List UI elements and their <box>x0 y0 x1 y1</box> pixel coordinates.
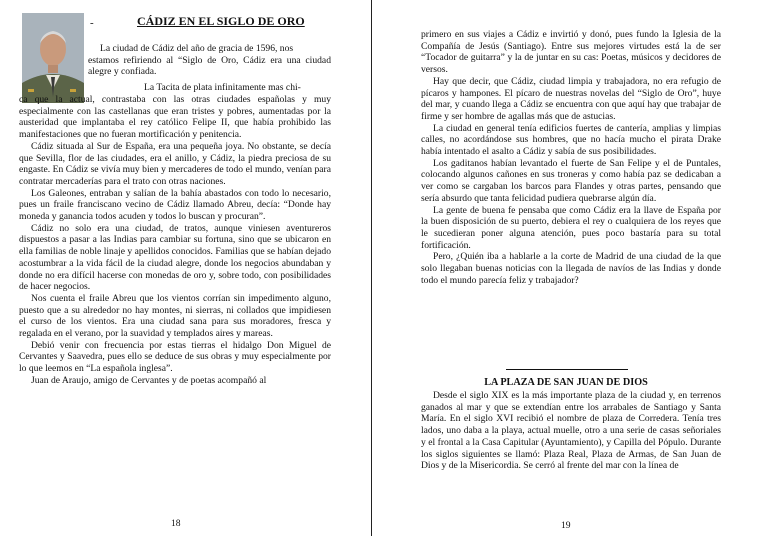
paragraph: Desde el siglo XIX es la más importante plaza de la ciudad y, en terrenos ganados al mar y que se extendían entre los arrabales de Santiago y Santa María. En el siglo XVI recibió el nombre de plaza de Corredera. Tenía tres lados, uno daba a la playa, actual muelle, otro a una serie de casas señoriales y el frontal a la Casa Capitular (Ayuntamiento), y Capilla del Pópulo. Durante los siglos siguientes se llamó: Plaza Real, Plaza de Armas, de San Juan de Dios y de la Misericordia. Se cerró al frente del mar con la línea de <box>421 390 721 472</box>
page-number: 19 <box>561 520 571 531</box>
paragraph: ca que la actual, contrastaba con las otras ciudades españolas y muy especialmente con las castellanas que eran tristes y pobres, aumentadas por la austeridad que implantaba el rey católico Felipe II, que había prohibido las manifestaciones que no fueran mortificación y penitencia. <box>19 94 331 141</box>
intro-line: estamos refiriendo al “Siglo de Oro, Cádiz era una ciudad alegre y confiada. <box>88 54 331 78</box>
paragraph: Hay que decir, que Cádiz, ciudad limpia y trabajadora, no era refugio de pícaros y hampones. El pícaro de nuestras novelas del “Siglo de Oro”, huye del mar, y cuando llega a Cádiz se encuentra con que aquí hay que trabajar de firme y ser hombre de agallas más que de astucias. <box>421 75 721 122</box>
author-portrait-photo <box>22 13 84 103</box>
section-rule <box>506 369 628 370</box>
paragraph-start <box>88 82 331 94</box>
title-dash: - <box>90 17 94 29</box>
page-divider <box>371 0 372 536</box>
paragraph: Cádiz situada al Sur de España, era una pequeña joya. No obstante, se decía que Sevilla, flor de las ciudades, era el anillo, y Cádiz, la piedra preciosa de su engaste. En Cádiz se vivía muy bien y mercaderes de todo el mundo, venían para contratar mercaderías para el trato con otras naciones. <box>19 140 331 187</box>
paragraph: primero en sus viajes a Cádiz e invirtió y donó, pues fundo la Iglesia de la Compañía de Jesús (Santiago). Entre sus mejores virtudes está la de ser “Tocador de guitarra” y la de juntar en su cas: Poetas, músicos y decidores de versos. <box>421 29 721 76</box>
paragraph: Pero, ¿Quién iba a hablarle a la corte de Madrid de una ciudad de la que solo llegaban buenas noticias con la llegada de navíos de las Indias y donde todo el mundo parecía feliz y trabajador? <box>421 251 721 286</box>
paragraph: La gente de buena fe pensaba que como Cádiz era la llave de España por la buen disposición de su puerto, debiera el rey o cualquiera de los reyes que le sucedieran poner alguna atención, pues poco bastaría para su total fortificación. <box>421 204 721 251</box>
paragraph: Debió venir con frecuencia por estas tierras el hidalgo Don Miguel de Cervantes y Saavedra, pues ello se deduce de sus obras y muy especialmente por lo que leemos en “La española inglesa”. <box>19 339 331 375</box>
paragraph: Los gaditanos habían levantado el fuerte de San Felipe y el de Puntales, colocando algunos cañones en sus troneras y como había paz se dedicaban a ver como se cargaban los barcos para Flandes y otras partes, pensando que sería absurdo que tanta felicidad pudiera quebrarse algún día. <box>421 157 721 204</box>
paragraph: Nos cuenta el fraile Abreu que los vientos corrían sin impedimento alguno, puesto que a su alrededor no hay montes, ni sierras, ni collados que impidiesen el curso de los vientos. Era una ciudad sana para sus moradores, fresca y regalada en el verano, por la suavidad y templados aires y mareas. <box>19 292 331 340</box>
section-title: LA PLAZA DE SAN JUAN DE DIOS <box>484 377 648 388</box>
page-number: 18 <box>171 518 181 529</box>
intro-line: La ciudad de Cádiz del año de gracia de 1596, nos <box>100 43 294 54</box>
paragraph: Los Galeones, entraban y salían de la bahía abastados con todo lo necesario, pues un fraile franciscano vecino de Cádiz llamado Abreu, decía: “Donde hay moneda y ganancia todos acuden y todos lo buscan y procuran”. <box>19 187 331 223</box>
left-body-text <box>19 94 331 387</box>
right-page <box>373 0 759 536</box>
paragraph-start-line: La Tacita de plata infinitamente mas chi- <box>144 82 301 93</box>
right-body-text <box>421 29 721 286</box>
plaza-text <box>421 390 721 472</box>
paragraph: Cádiz no solo era una ciudad, de tratos, aunque viniesen aventureros dispuestos a pasar a las Indias para cambiar su fortuna, sino que se ubicaron en ella familias de noble linaje y apellidos conocidos. Familias que se habían dejado acostumbrar a la vida fácil de la ciudad alegre, donde los negocios abundaban y donde no era difícil hacerse con monedas de oro y, sobre todo, con posibilidades de hacer negocios. <box>19 222 331 293</box>
intro-text <box>88 43 331 78</box>
paragraph: La ciudad en general tenía edificios fuertes de cantería, amplias y limpias calles, no acordándose sus hombres, que no hacía mucho el pirata Drake había intentado el asalto a Cádiz y sabía de sus posibilidades. <box>421 122 721 158</box>
chapter-title: CÁDIZ EN EL SIGLO DE ORO <box>137 14 305 28</box>
left-page <box>0 0 372 536</box>
paragraph: Juan de Araujo, amigo de Cervantes y de poetas acompañó al <box>31 374 267 386</box>
